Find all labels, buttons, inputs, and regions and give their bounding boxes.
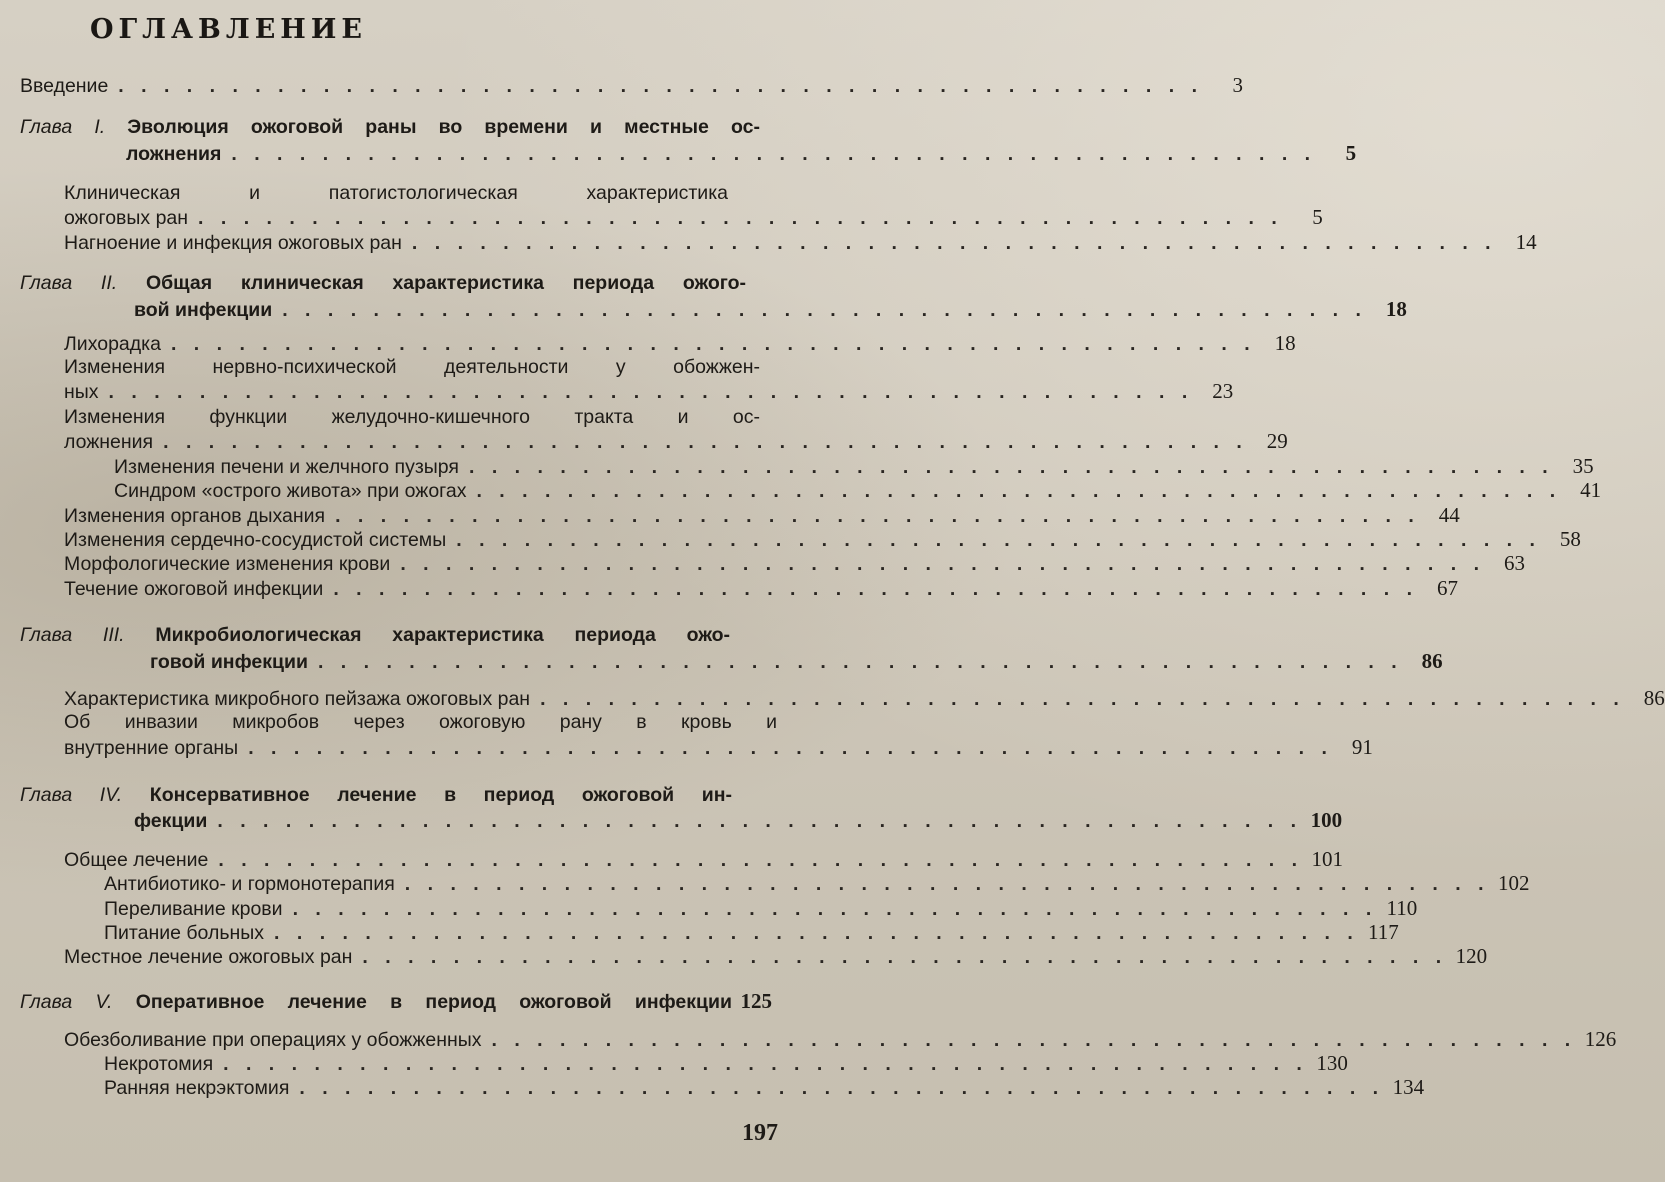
entry-page: 117 xyxy=(1368,920,1399,944)
chapter-label: Глава V. xyxy=(20,991,113,1013)
entry-page: 86 xyxy=(1421,649,1443,673)
entry-page: 5 xyxy=(1345,141,1357,165)
toc-chapter-3-cont[interactable] xyxy=(150,648,1443,674)
entry-text-line1: Изменения нервно-психической деятельности у обожжен- xyxy=(64,356,760,378)
chapter-label: Глава III. xyxy=(20,624,125,646)
toc-chapter-1-cont[interactable] xyxy=(126,140,1357,166)
toc-section-4-2[interactable] xyxy=(64,943,1488,969)
entry-text: Питание больных xyxy=(104,922,265,944)
entry-page: 35 xyxy=(1572,454,1594,478)
entry-text-line2: ложнения xyxy=(64,431,154,453)
entry-page: 3 xyxy=(1232,73,1243,97)
entry-text: Обезболивание при операциях у обожженных xyxy=(64,1029,482,1051)
toc-section-1-1-cont[interactable] xyxy=(64,204,1323,230)
toc-chapter-4-cont[interactable] xyxy=(134,807,1343,833)
chapter-label: Глава IV. xyxy=(20,784,123,806)
entry-page: 86 xyxy=(1643,686,1665,710)
leader-dots: . . . . . . . . . . . . . . . . . . . . . . . . . . . . . . . . . . . . . . . . . . . . . . . . xyxy=(540,688,1625,710)
chapter-title-line1: Общая клиническая характеристика периода ожого- xyxy=(145,272,747,294)
toc-section-3-1[interactable] xyxy=(64,685,1665,711)
leader-dots: . . . . . . . . . . . . . . . . . . . . . . . . . . . . . . . . . . . . . . . . . . . . . . . . xyxy=(217,810,1303,832)
toc-subsection-2-3-b[interactable] xyxy=(114,477,1602,503)
entry-text: Некротомия xyxy=(104,1053,214,1075)
entry-page: 44 xyxy=(1438,503,1460,527)
toc-section-2-7[interactable] xyxy=(64,575,1459,601)
leader-dots: . . . . . . . . . . . . . . . . . . . . . . . . . . . . . . . . . . . . . . . . . . . . . . . . xyxy=(335,505,1420,527)
leader-dots: . . . . . . . . . . . . . . . . . . . . . . . . . . . . . . . . . . . . . . . . . . . . . . . . xyxy=(108,381,1194,403)
leader-dots: . . . . . . . . . . . . . . . . . . . . . . . . . . . . . . . . . . . . . . . . . . . . . . . . xyxy=(362,946,1448,968)
entry-text: Синдром «острого живота» при ожогах xyxy=(114,480,467,502)
chapter-title-line2: вой инфекции xyxy=(134,299,273,321)
leader-dots: . . . . . . . . . . . . . . . . . . . . . . . . . . . . . . . . . . . . . . . . . . . . . . . . xyxy=(468,456,1554,478)
entry-page: 18 xyxy=(1385,297,1407,321)
entry-text: Изменения сердечно-сосудистой системы xyxy=(64,529,447,551)
entry-text: Местное лечение ожоговых ран xyxy=(64,946,353,968)
leader-dots: . . . . . . . . . . . . . . . . . . . . . . . . . . . . . . . . . . . . . . . . . . . . . . . . xyxy=(248,737,1333,759)
leader-dots: . . . . . . . . . . . . . . . . . . . . . . . . . . . . . . . . . . . . . . . . . . . . . . . . xyxy=(198,207,1283,229)
toc-subsection-4-1-c[interactable] xyxy=(104,919,1399,945)
entry-text-line1: Клиническая и патогистологическая характеристика xyxy=(64,182,728,204)
entry-text: Ранняя некрэктомия xyxy=(104,1077,290,1099)
toc-section-2-5[interactable] xyxy=(64,526,1581,552)
toc-section-3-2-cont[interactable] xyxy=(64,734,1373,760)
toc-entry-introduction[interactable] xyxy=(20,72,1243,98)
toc-chapter-1[interactable] xyxy=(20,114,760,140)
entry-text: Морфологические изменения крови xyxy=(64,553,391,575)
leader-dots: . . . . . . . . . . . . . . . . . . . . . . . . . . . . . . . . . . . . . . . . . . . . . . . . xyxy=(170,333,1256,355)
toc-subsection-5-1-a[interactable] xyxy=(104,1050,1348,1076)
leader-dots: . . . . . . . . . . . . . . . . . . . . . . . . . . . . . . . . . . . . . . . . . . . . . . . . xyxy=(476,480,1562,502)
entry-text: Характеристика микробного пейзажа ожоговых ран xyxy=(64,688,531,710)
entry-text: Нагноение и инфекция ожоговых ран xyxy=(64,232,402,254)
entry-page: 29 xyxy=(1266,429,1288,453)
leader-dots: . . . . . . . . . . . . . . . . . . . . . . . . . . . . . . . . . . . . . . . . . . . . . . . . xyxy=(333,578,1419,600)
entry-text: Введение xyxy=(20,75,109,97)
chapter-label: Глава I. xyxy=(20,116,106,138)
leader-dots: . . . . . . . . . . . . . . . . . . . . . . . . . . . . . . . . . . . . . . . . . . . . . . . . xyxy=(400,553,1485,575)
entry-text: Антибиотико- и гормонотерапия xyxy=(104,873,395,895)
leader-dots: . . . . . . . . . . . . . . . . . . . . . . . . . . . . . . . . . . . . . . . . . . . . . . . . xyxy=(292,898,1378,920)
entry-text-line2: ных xyxy=(64,381,99,403)
chapter-title-line1: Консервативное лечение в период ожоговой ин- xyxy=(149,784,733,806)
toc-subsection-4-1-a[interactable] xyxy=(104,870,1530,896)
chapter-title-line2: говой инфекции xyxy=(150,651,308,673)
chapter-title-line1: Микробиологическая характеристика периода ожо- xyxy=(155,624,731,646)
toc-chapter-5[interactable] xyxy=(20,988,779,1014)
entry-page: 100 xyxy=(1310,808,1343,832)
leader-dots: . . . . . . . . . . . . . . . . . . . . . . . . . . . . . . . . . . . . . . . . . . . . . . . . xyxy=(456,529,1541,551)
toc-section-2-2[interactable] xyxy=(64,354,760,380)
leader-dots: . . . . . . . . . . . . . . . . . . . . . . . . . . . . . . . . . . . . . . . . . . . . . . . . xyxy=(411,232,1497,254)
toc-subsection-2-3-a[interactable] xyxy=(114,453,1594,479)
toc-section-3-2[interactable] xyxy=(64,709,777,735)
entry-text-line1: Об инвазии микробов через ожоговую рану в кровь и xyxy=(64,711,777,733)
entry-page: 91 xyxy=(1351,735,1373,759)
leader-dots: . . . . . . . . . . . . . . . . . . . . . . . . . . . . . . . . . . . . . . . . . . . . . . . . xyxy=(118,75,1203,97)
leader-dots: . . . . . . . . . . . . . . . . . . . . . . . . . . . . . . . . . . . . . . . . . . . . . . . . xyxy=(299,1077,1385,1099)
entry-text: Переливание крови xyxy=(104,898,283,920)
toc-section-2-3-cont[interactable] xyxy=(64,428,1288,454)
toc-section-2-3[interactable] xyxy=(64,404,760,430)
entry-text: Изменения органов дыхания xyxy=(64,505,326,527)
entry-page: 130 xyxy=(1316,1051,1348,1075)
page-title: ОГЛАВЛЕНИЕ xyxy=(90,14,367,45)
toc-chapter-2[interactable] xyxy=(20,270,746,296)
toc-section-1-1[interactable] xyxy=(64,180,728,206)
toc-subsection-4-1-b[interactable] xyxy=(104,895,1418,921)
leader-dots: . . . . . . . . . . . . . . . . . . . . . . . . . . . . . . . . . . . . . . . . . . . . . . . . xyxy=(274,922,1359,944)
toc-chapter-2-cont[interactable] xyxy=(134,296,1407,322)
entry-page: 126 xyxy=(1584,1027,1617,1051)
chapter-label: Глава II. xyxy=(20,272,118,294)
toc-section-2-1[interactable] xyxy=(64,330,1296,356)
entry-page: 67 xyxy=(1437,576,1459,600)
entry-page: 18 xyxy=(1274,331,1296,355)
leader-dots: . . . . . . . . . . . . . . . . . . . . . . . . . . . . . . . . . . . . . . . . . . . . . . . . xyxy=(231,143,1317,165)
page-number: 197 xyxy=(742,1120,778,1146)
entry-page: 102 xyxy=(1497,871,1530,895)
entry-text: Течение ожоговой инфекции xyxy=(64,578,324,600)
entry-page: 120 xyxy=(1455,944,1488,968)
entry-page: 5 xyxy=(1312,205,1323,229)
leader-dots: . . . . . . . . . . . . . . . . . . . . . . . . . . . . . . . . . . . . . . . . . . . . . . . . xyxy=(404,873,1490,895)
leader-dots: . . . . . . . . . . . . . . . . . . . . . . . . . . . . . . . . . . . . . . . . . . . . . . . . xyxy=(218,849,1304,871)
chapter-title-line1: Эволюция ожоговой раны во времени и местные ос- xyxy=(127,116,760,138)
entry-page: 14 xyxy=(1515,230,1537,254)
toc-section-2-4[interactable] xyxy=(64,502,1460,528)
entry-page: 134 xyxy=(1392,1075,1425,1099)
chapter-title: Оперативное лечение в период ожоговой инфекции xyxy=(135,991,732,1013)
toc-chapter-4[interactable] xyxy=(20,782,732,808)
entry-text: Общее лечение xyxy=(64,849,209,871)
entry-text: Лихорадка xyxy=(64,333,161,355)
toc-section-1-2[interactable] xyxy=(64,229,1537,255)
toc-chapter-3[interactable] xyxy=(20,622,730,648)
entry-text-line2: внутренние органы xyxy=(64,737,239,759)
leader-dots: . . . . . . . . . . . . . . . . . . . . . . . . . . . . . . . . . . . . . . . . . . . . . . . . xyxy=(491,1029,1577,1051)
toc-subsection-5-1-b[interactable] xyxy=(104,1074,1425,1100)
entry-page: 58 xyxy=(1559,527,1581,551)
chapter-title-line2: фекции xyxy=(134,810,208,832)
leader-dots: . . . . . . . . . . . . . . . . . . . . . . . . . . . . . . . . . . . . . . . . . . . . . . . . xyxy=(317,651,1403,673)
entry-text: Изменения печени и желчного пузыря xyxy=(114,456,459,478)
chapter-title-line2: ложнения xyxy=(126,143,222,165)
entry-page: 101 xyxy=(1311,847,1344,871)
entry-page: 63 xyxy=(1504,551,1525,575)
entry-text-line1: Изменения функции желудочно-кишечного тракта и ос- xyxy=(64,406,760,428)
leader-dots: . . . . . . . . . . . . . . . . . . . . . . . . . . . . . . . . . . . . . . . . . . . . . . . . xyxy=(163,431,1248,453)
toc-section-5-1[interactable] xyxy=(64,1026,1617,1052)
entry-page: 23 xyxy=(1212,379,1234,403)
toc-section-4-1[interactable] xyxy=(64,846,1344,872)
entry-page: 41 xyxy=(1580,478,1602,502)
entry-page: 125 xyxy=(740,989,772,1013)
entry-page: 110 xyxy=(1386,896,1418,920)
leader-dots: . . . . . . . . . . . . . . . . . . . . . . . . . . . . . . . . . . . . . . . . . . . . . . . . xyxy=(282,299,1367,321)
toc-section-2-6[interactable] xyxy=(64,550,1525,576)
leader-dots: . . . . . . . . . . . . . . . . . . . . . . . . . . . . . . . . . . . . . . . . . . . . . . . . xyxy=(223,1053,1308,1075)
entry-text-line2: ожоговых ран xyxy=(64,207,189,229)
toc-section-2-2-cont[interactable] xyxy=(64,378,1234,404)
